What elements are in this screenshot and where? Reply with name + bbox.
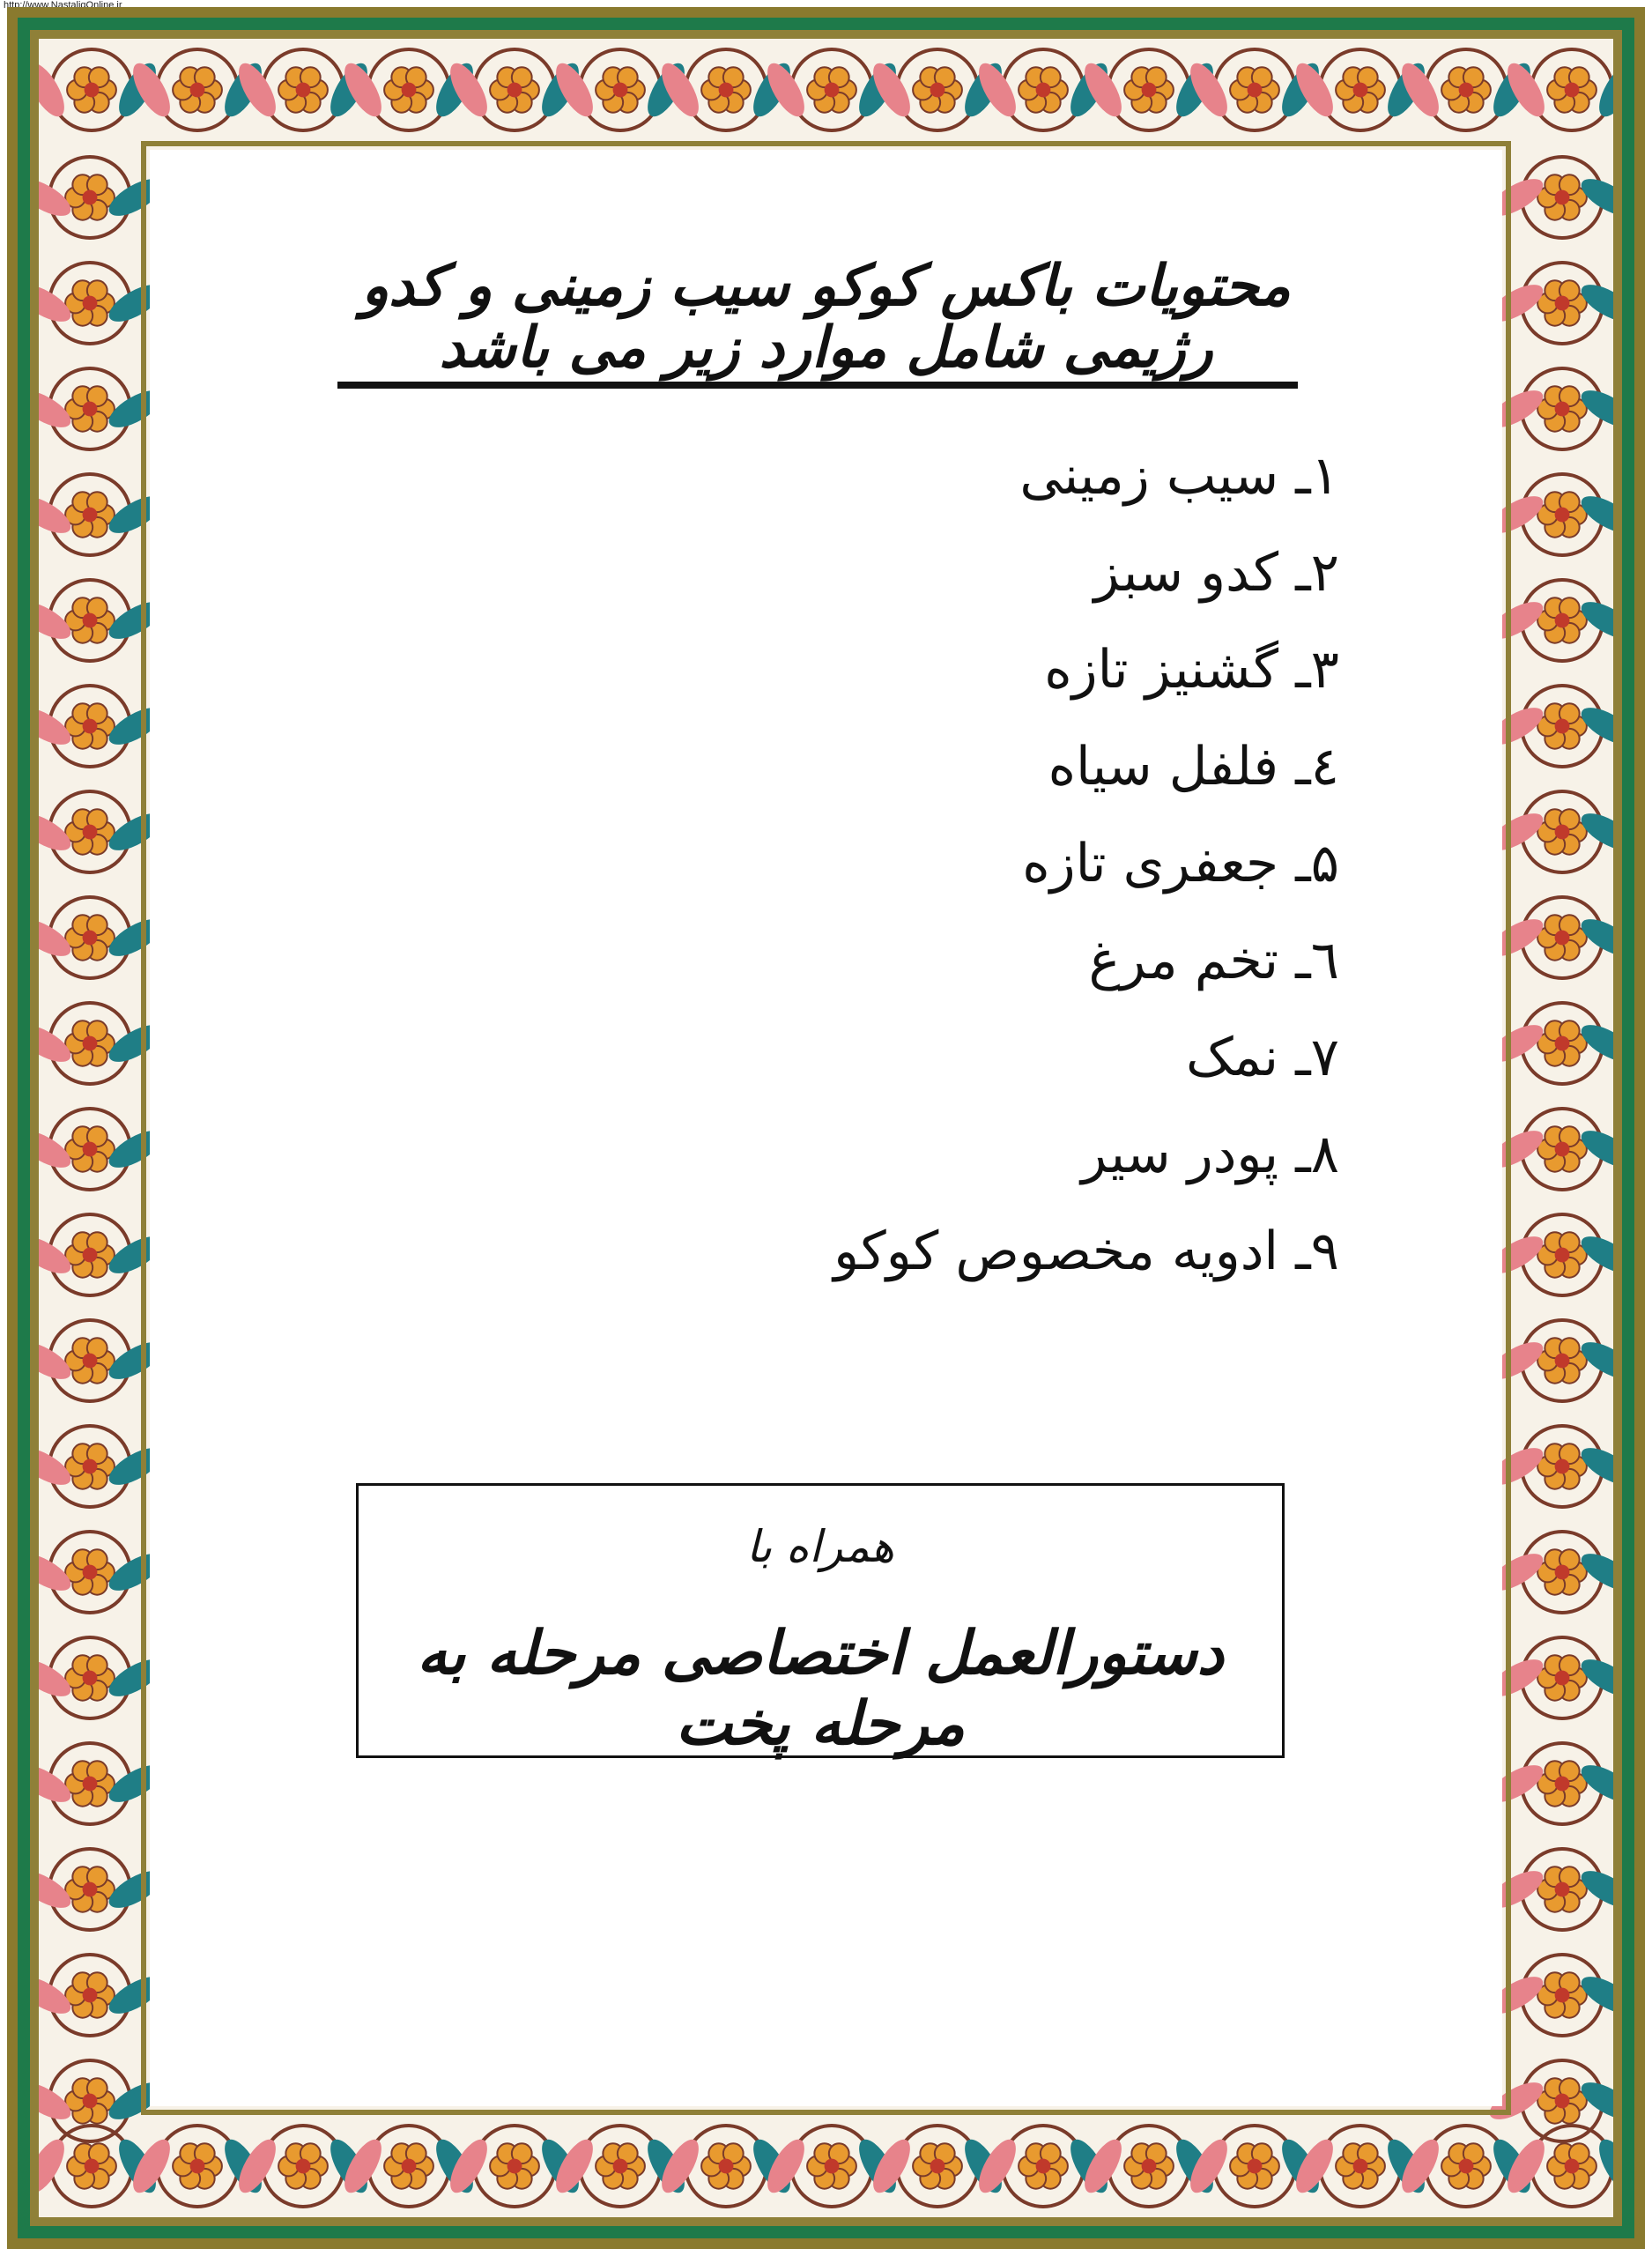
flower-center <box>613 2159 628 2174</box>
list-item: ۵ـ جعفری تازه <box>1022 833 1339 894</box>
flower-center <box>825 2159 840 2174</box>
flower-center <box>190 2159 205 2174</box>
flower-center <box>402 2159 417 2174</box>
flower-center <box>825 83 840 98</box>
flower-center <box>1248 2159 1263 2174</box>
title-underline <box>337 382 1298 389</box>
flower-center <box>296 83 311 98</box>
flower-center <box>1459 83 1474 98</box>
flower-center <box>83 508 98 523</box>
flower-center <box>83 402 98 417</box>
flower-center <box>1459 2159 1474 2174</box>
flower-center <box>1555 1248 1570 1263</box>
flower-center <box>1555 1988 1570 2003</box>
flower-center <box>507 83 522 98</box>
flower-center <box>1555 825 1570 840</box>
flower-center <box>83 825 98 840</box>
flower-center <box>930 2159 945 2174</box>
flower-center <box>613 83 628 98</box>
flower-center <box>83 296 98 311</box>
flower-center <box>1555 1459 1570 1474</box>
flower-center <box>85 2159 100 2174</box>
flower-center <box>930 83 945 98</box>
flower-center <box>83 1777 98 1792</box>
flower-center <box>719 2159 734 2174</box>
flower-center <box>83 1354 98 1369</box>
note-line-2: دستورالعمل اختصاصی مرحله به مرحله پخت <box>417 1618 1224 1759</box>
flower-center <box>83 719 98 734</box>
list-item: ٤ـ فلفل سیاه <box>1048 736 1339 798</box>
flower-center <box>1555 190 1570 205</box>
list-item: ۷ـ نمک <box>1186 1027 1339 1088</box>
flower-center <box>1555 1036 1570 1051</box>
flower-center <box>1555 1882 1570 1897</box>
flower-center <box>1555 1777 1570 1792</box>
flower-center <box>1565 2159 1580 2174</box>
list-item: ۲ـ کدو سبز <box>1093 542 1339 604</box>
flower-center <box>1248 83 1263 98</box>
flower-center <box>1555 719 1570 734</box>
flower-center <box>1555 296 1570 311</box>
flower-center <box>83 1248 98 1263</box>
list-item: ٦ـ تخم مرغ <box>1088 930 1339 991</box>
list-item: ۳ـ گشنیز تازه <box>1044 639 1339 701</box>
flower-center <box>296 2159 311 2174</box>
flower-center <box>1555 402 1570 417</box>
flower-center <box>402 83 417 98</box>
flower-center <box>83 190 98 205</box>
flower-center <box>1555 1354 1570 1369</box>
flower-center <box>1565 83 1580 98</box>
flower-center <box>83 1459 98 1474</box>
flower-center <box>83 1671 98 1686</box>
flower-center <box>1036 2159 1051 2174</box>
flower-center <box>1555 508 1570 523</box>
source-url: http://www.NastaliqOnline.ir <box>4 0 122 11</box>
note-line-1: همراه با <box>746 1521 894 1572</box>
flower-center <box>1555 613 1570 628</box>
flower-center <box>1555 931 1570 946</box>
flower-center <box>719 83 734 98</box>
flower-center <box>83 1142 98 1157</box>
flower-center <box>83 1988 98 2003</box>
note-box <box>356 1483 1285 1758</box>
list-item: ۸ـ پودر سیر <box>1081 1124 1339 1185</box>
flower-center <box>1142 2159 1157 2174</box>
list-item: ۹ـ ادویه مخصوص کوکو <box>833 1221 1339 1282</box>
flower-center <box>1353 2159 1368 2174</box>
flower-center <box>507 2159 522 2174</box>
flower-center <box>1555 1565 1570 1580</box>
flower-center <box>1555 1671 1570 1686</box>
ingredient-list <box>546 445 1339 1322</box>
flower-center <box>1555 1142 1570 1157</box>
flower-center <box>83 931 98 946</box>
flower-center <box>85 83 100 98</box>
list-item: ۱ـ سیب زمینی <box>1019 445 1339 507</box>
page-title: محتویات باکس کوکو سیب زمینی و کدو رژیمی شامل موارد زیر می باشد <box>361 253 1291 381</box>
flower-center <box>1555 2094 1570 2109</box>
flower-center <box>190 83 205 98</box>
flower-center <box>1036 83 1051 98</box>
flower-center <box>83 1882 98 1897</box>
flower-center <box>1142 83 1157 98</box>
flower-center <box>83 1036 98 1051</box>
flower-center <box>83 2094 98 2109</box>
flower-center <box>1353 83 1368 98</box>
flower-center <box>83 1565 98 1580</box>
flower-center <box>83 613 98 628</box>
